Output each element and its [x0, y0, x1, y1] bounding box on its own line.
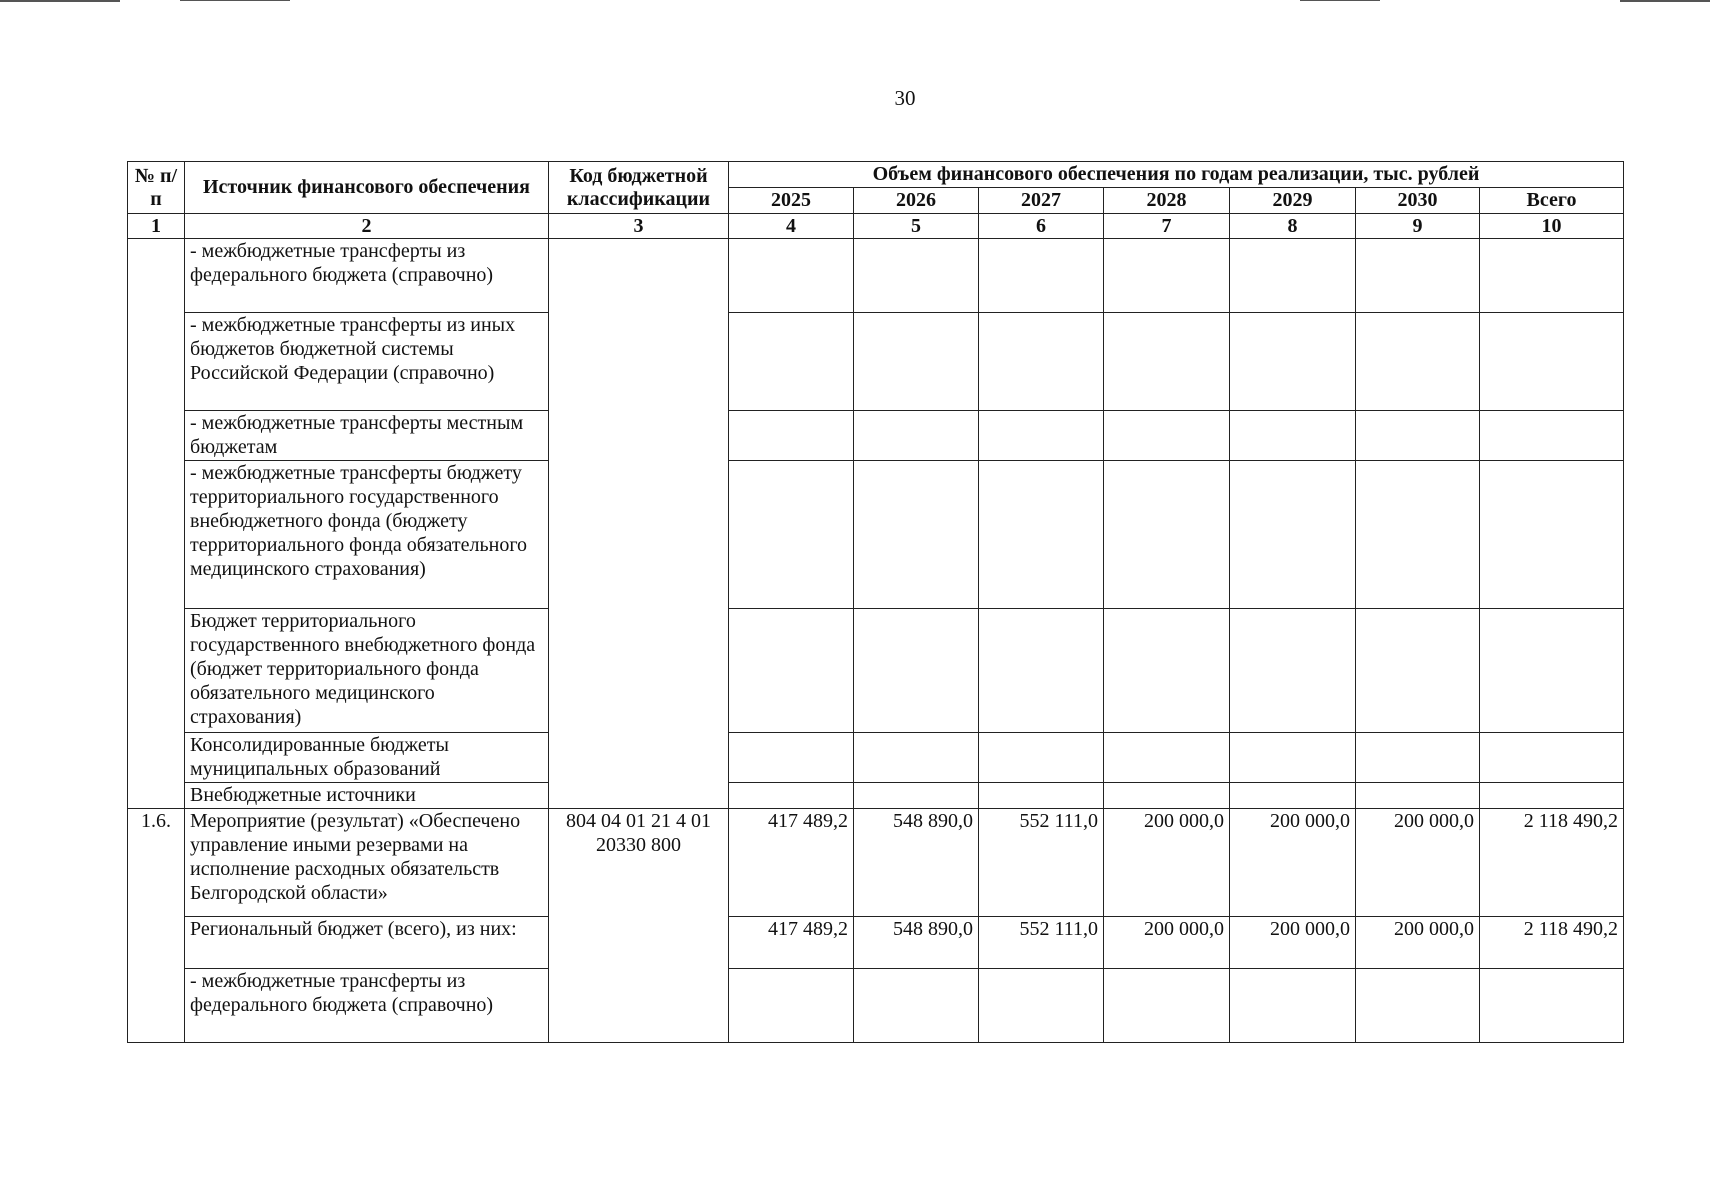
table-row [128, 733, 1624, 783]
header-no: № п/п [128, 162, 185, 214]
table-row [128, 917, 1624, 969]
value-cell [979, 313, 1104, 411]
budget-code-cell [549, 239, 729, 809]
value-cell [729, 969, 854, 1043]
value-cell [1104, 969, 1230, 1043]
source-cell: - межбюджетные трансферты местным бюджетам [185, 411, 549, 461]
value-cell [1480, 783, 1624, 809]
source-cell: Мероприятие (результат) «Обеспечено управление иными резервами на исполнение расходных обязательств Белгородской области» [185, 809, 549, 917]
column-number: 9 [1356, 214, 1480, 239]
header-year: 2028 [1104, 188, 1230, 214]
value-cell [1480, 609, 1624, 733]
table-row [128, 609, 1624, 733]
value-cell [1480, 239, 1624, 313]
value-cell [1356, 969, 1480, 1043]
column-number: 8 [1230, 214, 1356, 239]
value-cell [1104, 733, 1230, 783]
header-year: 2025 [729, 188, 854, 214]
column-number: 4 [729, 214, 854, 239]
value-cell [1356, 239, 1480, 313]
value-cell [729, 313, 854, 411]
source-cell: - межбюджетные трансферты из федерального бюджета (справочно) [185, 969, 549, 1043]
header-volume: Объем финансового обеспечения по годам реализации, тыс. рублей [729, 162, 1624, 188]
value-cell [979, 733, 1104, 783]
row-number [128, 239, 185, 809]
column-number: 3 [549, 214, 729, 239]
value-cell [1356, 609, 1480, 733]
value-cell [1230, 969, 1356, 1043]
value-cell: 417 489,2 [729, 917, 854, 969]
value-cell [854, 239, 979, 313]
budget-code-cell: 804 04 01 21 4 01 20330 800 [549, 809, 729, 1043]
scan-mark [180, 0, 290, 1]
value-cell: 200 000,0 [1104, 809, 1230, 917]
value-cell [1230, 411, 1356, 461]
value-cell [979, 609, 1104, 733]
value-cell [1104, 239, 1230, 313]
table-row [128, 461, 1624, 609]
value-cell [854, 313, 979, 411]
value-cell [1104, 411, 1230, 461]
column-number: 1 [128, 214, 185, 239]
value-cell: 2 118 490,2 [1480, 809, 1624, 917]
table-header [128, 162, 1624, 239]
value-cell [729, 239, 854, 313]
value-cell [1356, 461, 1480, 609]
value-cell [1230, 461, 1356, 609]
value-cell: 417 489,2 [729, 809, 854, 917]
value-cell: 548 890,0 [854, 917, 979, 969]
value-cell [1480, 733, 1624, 783]
value-cell [1230, 313, 1356, 411]
value-cell [854, 461, 979, 609]
value-cell [1230, 609, 1356, 733]
header-source: Источник финансового обеспечения [185, 162, 549, 214]
value-cell [979, 239, 1104, 313]
header-year: 2030 [1356, 188, 1480, 214]
value-cell [854, 783, 979, 809]
header-year: 2027 [979, 188, 1104, 214]
value-cell [1104, 609, 1230, 733]
value-cell [1356, 783, 1480, 809]
value-cell [1230, 733, 1356, 783]
table-body [128, 239, 1624, 1043]
source-cell: - межбюджетные трансферты из иных бюджетов бюджетной системы Российской Федерации (справочно) [185, 313, 549, 411]
header-code: Код бюджетной классификации [549, 162, 729, 214]
value-cell [729, 411, 854, 461]
value-cell [1104, 313, 1230, 411]
column-number: 5 [854, 214, 979, 239]
value-cell [1480, 461, 1624, 609]
value-cell [1104, 783, 1230, 809]
value-cell: 552 111,0 [979, 809, 1104, 917]
column-number: 2 [185, 214, 549, 239]
row-number: 1.6. [128, 809, 185, 1043]
value-cell [979, 969, 1104, 1043]
source-cell: - межбюджетные трансферты бюджету территориального государственного внебюджетного фонда (бюджету территориального фонда обязательного медицинского страхования) [185, 461, 549, 609]
value-cell [1480, 411, 1624, 461]
table-row [128, 313, 1624, 411]
column-number: 6 [979, 214, 1104, 239]
header-year: 2026 [854, 188, 979, 214]
source-cell: Бюджет территориального государственного внебюджетного фонда (бюджет территориального фонда обязательного медицинского страхования) [185, 609, 549, 733]
value-cell [729, 609, 854, 733]
value-cell [1480, 969, 1624, 1043]
table-row [128, 969, 1624, 1043]
source-cell: Региональный бюджет (всего), из них: [185, 917, 549, 969]
value-cell [854, 411, 979, 461]
value-cell: 200 000,0 [1230, 809, 1356, 917]
source-cell: - межбюджетные трансферты из федерального бюджета (справочно) [185, 239, 549, 313]
value-cell [1230, 783, 1356, 809]
value-cell [854, 969, 979, 1043]
column-number: 7 [1104, 214, 1230, 239]
value-cell: 200 000,0 [1104, 917, 1230, 969]
value-cell: 548 890,0 [854, 809, 979, 917]
value-cell [1356, 733, 1480, 783]
value-cell [729, 783, 854, 809]
value-cell: 2 118 490,2 [1480, 917, 1624, 969]
value-cell [979, 461, 1104, 609]
value-cell: 552 111,0 [979, 917, 1104, 969]
value-cell [1230, 239, 1356, 313]
scan-mark [1300, 0, 1380, 1]
source-cell: Консолидированные бюджеты муниципальных образований [185, 733, 549, 783]
value-cell: 200 000,0 [1356, 917, 1480, 969]
value-cell [1356, 411, 1480, 461]
value-cell [1104, 461, 1230, 609]
table-row [128, 783, 1624, 809]
value-cell [854, 733, 979, 783]
scan-mark [0, 0, 120, 2]
value-cell [729, 461, 854, 609]
column-number: 10 [1480, 214, 1624, 239]
value-cell: 200 000,0 [1230, 917, 1356, 969]
value-cell: 200 000,0 [1356, 809, 1480, 917]
page-number: 30 [894, 86, 916, 110]
value-cell [854, 609, 979, 733]
header-year: 2029 [1230, 188, 1356, 214]
value-cell [729, 733, 854, 783]
table-row [128, 411, 1624, 461]
value-cell [979, 783, 1104, 809]
value-cell [1480, 313, 1624, 411]
financing-table [127, 161, 1624, 1043]
table-row [128, 239, 1624, 313]
value-cell [1356, 313, 1480, 411]
table-row [128, 809, 1624, 917]
scan-mark [1620, 0, 1710, 2]
source-cell: Внебюджетные источники [185, 783, 549, 809]
value-cell [979, 411, 1104, 461]
header-total: Всего [1480, 188, 1624, 214]
